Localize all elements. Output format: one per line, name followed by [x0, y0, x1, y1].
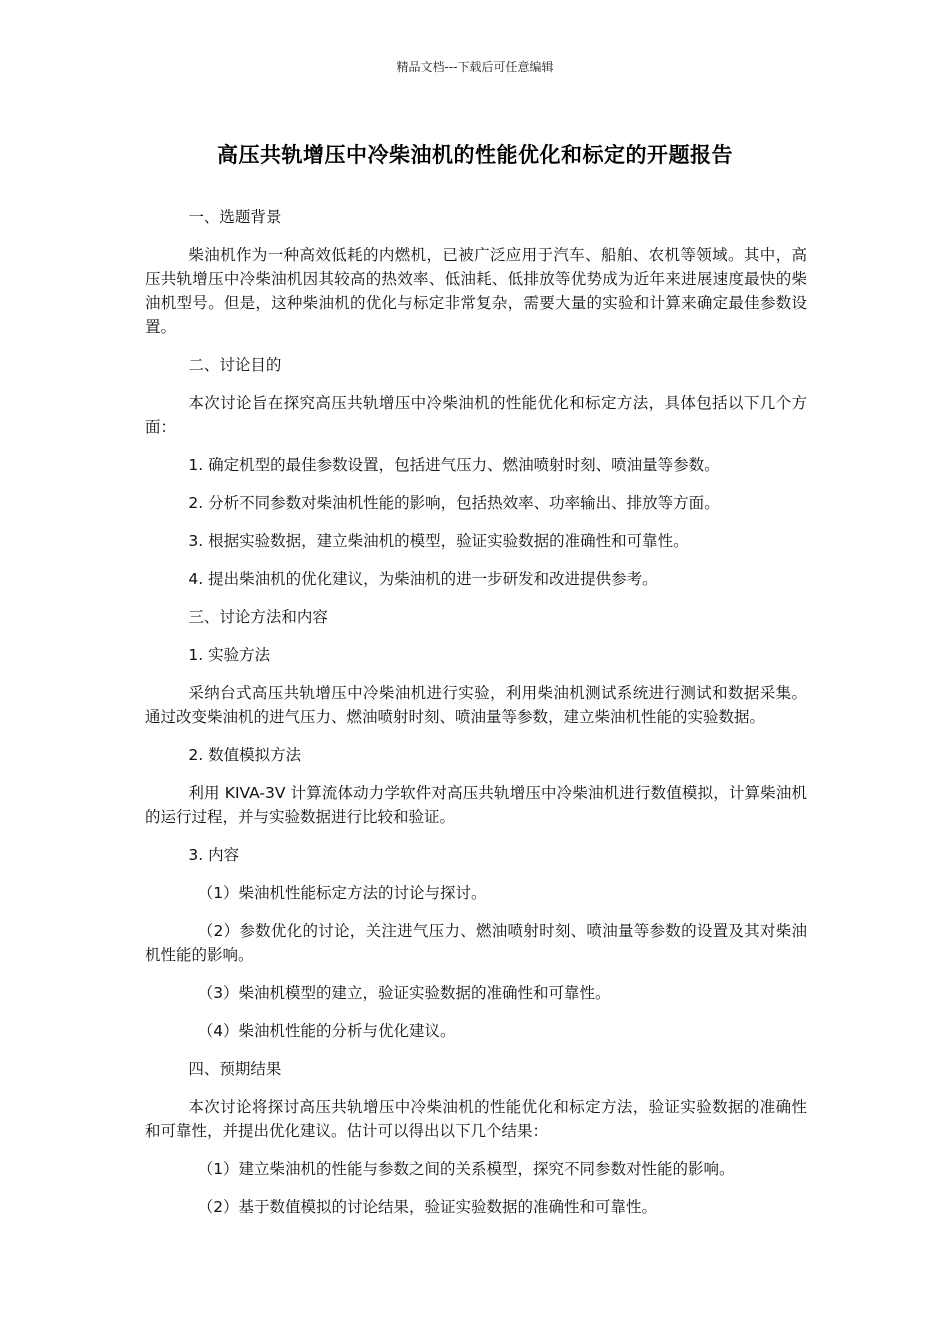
experiment-paragraph: 采纳台式高压共轨增压中冷柴油机进行实验，利用柴油机测试系统进行测试和数据采集。通过改变柴油机的进气压力、燃油喷射时刻、喷油量等参数，建立柴油机性能的实验数据。	[145, 684, 807, 726]
expected-result-item: （1）建立柴油机的性能与参数之间的关系模型，探究不同参数对性能的影响。	[197, 1160, 735, 1178]
expected-result-item: （2）基于数值模拟的讨论结果，验证实验数据的准确性和可靠性。	[197, 1198, 658, 1216]
expected-results-paragraph: 本次讨论将探讨高压共轨增压中冷柴油机的性能优化和标定方法，验证实验数据的准确性和可靠性，并提出优化建议。估计可以得出以下几个结果：	[145, 1098, 807, 1140]
document-body	[145, 205, 807, 1233]
document-title: 高压共轨增压中冷柴油机的性能优化和标定的开题报告	[217, 143, 733, 167]
purpose-item: 1. 确定机型的最佳参数设置，包括进气压力、燃油喷射时刻、喷油量等参数。	[188, 456, 720, 474]
subsection-heading-experiment: 1. 实验方法	[188, 646, 271, 664]
subsection-heading-simulation: 2. 数值模拟方法	[188, 746, 302, 764]
simulation-paragraph: 利用 KIVA-3V 计算流体动力学软件对高压共轨增压中冷柴油机进行数值模拟，计算柴油机的运行过程，并与实验数据进行比较和验证。	[145, 784, 807, 826]
section-heading-purpose: 二、讨论目的	[188, 356, 282, 374]
background-paragraph: 柴油机作为一种高效低耗的内燃机，已被广泛应用于汽车、船舶、农机等领域。其中，高压共轨增压中冷柴油机因其较高的热效率、低油耗、低排放等优势成为近年来进展速度最快的柴油机型号。但是，这种柴油机的优化与标定非常复杂，需要大量的实验和计算来确定最佳参数设置。	[145, 246, 807, 336]
content-item: （1）柴油机性能标定方法的讨论与探讨。	[197, 884, 487, 902]
subsection-heading-content: 3. 内容	[188, 846, 240, 864]
content-item: （2）参数优化的讨论，关注进气压力、燃油喷射时刻、喷油量等参数的设置及其对柴油机性能的影响。	[145, 922, 807, 964]
purpose-paragraph: 本次讨论旨在探究高压共轨增压中冷柴油机的性能优化和标定方法，具体包括以下几个方面：	[145, 394, 807, 436]
content-item: （3）柴油机模型的建立，验证实验数据的准确性和可靠性。	[197, 984, 611, 1002]
purpose-item: 2. 分析不同参数对柴油机性能的影响，包括热效率、功率输出、排放等方面。	[188, 494, 720, 512]
purpose-item: 3. 根据实验数据，建立柴油机的模型，验证实验数据的准确性和可靠性。	[188, 532, 689, 550]
section-heading-methods: 三、讨论方法和内容	[188, 608, 328, 626]
header-note: 精品文档---下载后可任意编辑	[396, 60, 554, 74]
content-item: （4）柴油机性能的分析与优化建议。	[197, 1022, 456, 1040]
section-heading-background: 一、选题背景	[188, 208, 282, 226]
section-heading-expected-results: 四、预期结果	[188, 1060, 282, 1078]
purpose-item: 4. 提出柴油机的优化建议，为柴油机的进一步研发和改进提供参考。	[188, 570, 658, 588]
